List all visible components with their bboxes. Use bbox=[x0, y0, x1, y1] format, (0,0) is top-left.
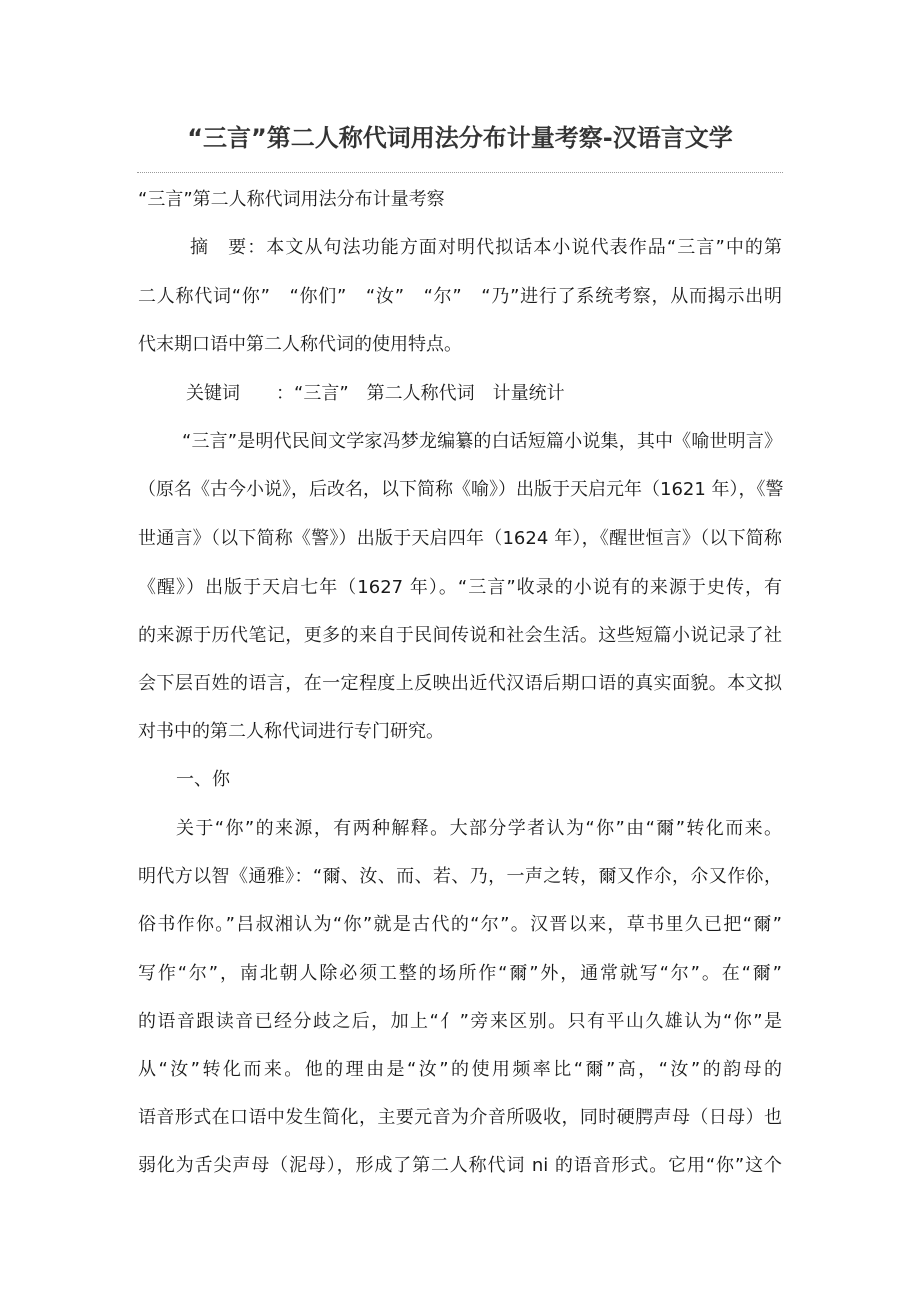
section-line: 语音形式在口语中发生简化，主要元音为介音所吸收，同时硬腭声母（日母）也 bbox=[138, 1107, 782, 1128]
section-line: 的语音跟读音已经分歧之后，加上“亻”旁来区别。只有平山久雄认为“你”是 bbox=[138, 1011, 782, 1032]
section-heading: 一、你 bbox=[176, 769, 230, 790]
intro-line: 《醒》）出版于天启七年（1627 年）。“三言”收录的小说有的来源于史传，有 bbox=[138, 577, 782, 598]
intro-line: 世通言》（以下简称《警》）出版于天启四年（1624 年），《醒世恒言》（以下简称 bbox=[138, 528, 782, 549]
intro-line: （原名《古今小说》，后改名，以下简称《喻》）出版于天启元年（1621 年），《警 bbox=[138, 479, 784, 500]
abstract-line: 二人称代词“你” “你们” “汝” “尔” “乃”进行了系统考察，从而揭示出明 bbox=[138, 286, 782, 307]
intro-line: 的来源于历代笔记，更多的来自于民间传说和社会生活。这些短篇小说记录了社 bbox=[138, 625, 782, 646]
section-line: 从“汝”转化而来。他的理由是“汝”的使用频率比“爾”高，“汝”的韵母的 bbox=[138, 1059, 782, 1080]
section-line: 俗书作你。”吕叔湘认为“你”就是古代的“尔”。汉晋以来，草书里久已把“爾” bbox=[138, 914, 782, 935]
intro-line: 对书中的第二人称代词进行专门研究。 bbox=[138, 721, 444, 742]
section-line: 明代方以智《通雅》：“爾、汝、而、若、乃，一声之转，爾又作尒，尒又作伱， bbox=[138, 866, 782, 887]
article-subtitle: “三言”第二人称代词用法分布计量考察 bbox=[138, 189, 445, 210]
abstract-line: 摘 要：本文从句法功能方面对明代拟话本小说代表作品“三言”中的第 bbox=[190, 237, 782, 258]
section-line: 关于“你”的来源，有两种解释。大部分学者认为“你”由“爾”转化而来。 bbox=[176, 818, 782, 839]
abstract-line: 代末期口语中第二人称代词的使用特点。 bbox=[138, 334, 462, 355]
title-divider bbox=[137, 172, 783, 173]
intro-line: “三言”是明代民间文学家冯梦龙编纂的白话短篇小说集，其中《喻世明言》 bbox=[182, 431, 782, 452]
page-title: “三言”第二人称代词用法分布计量考察-汉语言文学 bbox=[187, 124, 733, 152]
section-line: 写作“尔”，南北朝人除必须工整的场所作“爾”外，通常就写“尔”。在“爾” bbox=[138, 963, 782, 984]
section-line: 弱化为舌尖声母（泥母），形成了第二人称代词 ni 的语音形式。它用“你”这个 bbox=[138, 1155, 782, 1176]
intro-line: 会下层百姓的语言，在一定程度上反映出近代汉语后期口语的真实面貌。本文拟 bbox=[138, 673, 782, 694]
keywords: 关键词 ：“三言” 第二人称代词 计量统计 bbox=[186, 383, 565, 404]
